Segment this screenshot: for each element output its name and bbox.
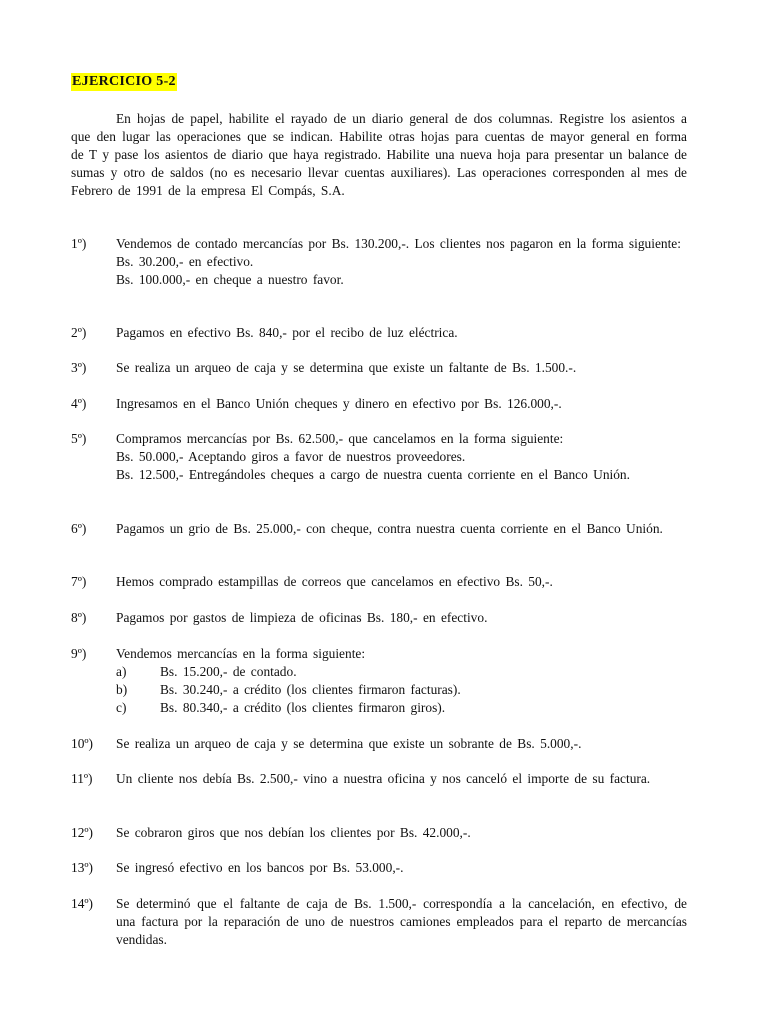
operation-text: Pagamos en efectivo Bs. 840,- por el recibo de luz eléctrica. xyxy=(116,325,458,340)
sub-item xyxy=(116,681,687,699)
exercise-title: EJERCICIO 5-2 xyxy=(72,74,176,89)
operation-text: Vendemos mercancías en la forma siguiente: xyxy=(116,646,366,661)
operation-number: 6º) xyxy=(71,521,87,536)
operation-text: Se determinó que el faltante de caja de Bs. 1.500,- correspondía a la cancelación, en efectivo, de una factura por la reparación de uno de nuestros camiones empleados para el reparto de mercancías vendidas. xyxy=(116,896,687,947)
operation-item xyxy=(71,859,687,877)
sub-item-letter: b) xyxy=(116,682,128,697)
operation-item xyxy=(71,609,687,627)
operation-line: Bs. 30.200,- en efectivo. xyxy=(116,254,254,269)
operation-item xyxy=(71,235,687,289)
sub-item xyxy=(116,663,687,681)
operation-text: Ingresamos en el Banco Unión cheques y dinero en efectivo por Bs. 126.000,-. xyxy=(116,396,562,411)
operation-item xyxy=(71,824,687,842)
operation-number: 13º) xyxy=(71,860,94,875)
operation-number: 7º) xyxy=(71,574,87,589)
operation-text: Hemos comprado estampillas de correos que cancelamos en efectivo Bs. 50,-. xyxy=(116,574,553,589)
operation-text: Un cliente nos debía Bs. 2.500,- vino a nuestra oficina y nos canceló el importe de su factura. xyxy=(116,771,651,786)
operation-item xyxy=(71,324,687,342)
operation-number: 3º) xyxy=(71,360,87,375)
operation-item xyxy=(71,573,687,591)
sub-item xyxy=(116,699,687,717)
operation-number: 4º) xyxy=(71,396,87,411)
operation-number: 12º) xyxy=(71,825,94,840)
operation-number: 2º) xyxy=(71,325,87,340)
operation-number: 5º) xyxy=(71,431,87,446)
operation-text: Se ingresó efectivo en los bancos por Bs. 53.000,-. xyxy=(116,860,404,875)
operation-text: Compramos mercancías por Bs. 62.500,- que cancelamos en la forma siguiente: xyxy=(116,431,564,446)
operation-text: Se cobraron giros que nos debían los clientes por Bs. 42.000,-. xyxy=(116,825,471,840)
sub-item-text: Bs. 30.240,- a crédito (los clientes firmaron facturas). xyxy=(160,682,461,697)
operation-number: 14º) xyxy=(71,896,94,911)
operation-item xyxy=(71,520,687,538)
operation-text: Se realiza un arqueo de caja y se determina que existe un faltante de Bs. 1.500.-. xyxy=(116,360,577,375)
operation-text: Vendemos de contado mercancías por Bs. 130.200,-. Los clientes nos pagaron en la forma siguiente: xyxy=(116,236,681,251)
operation-text: Pagamos por gastos de limpieza de oficinas Bs. 180,- en efectivo. xyxy=(116,610,488,625)
sub-item-text: Bs. 15.200,- de contado. xyxy=(160,664,297,679)
operation-line: Bs. 100.000,- en cheque a nuestro favor. xyxy=(116,272,344,287)
operation-number: 11º) xyxy=(71,771,93,786)
operation-number: 1º) xyxy=(71,236,87,251)
operation-item xyxy=(71,895,687,949)
operation-item xyxy=(71,359,687,377)
operation-item xyxy=(71,395,687,413)
operation-item xyxy=(71,645,687,717)
operation-line: Bs. 50.000,- Aceptando giros a favor de nuestros proveedores. xyxy=(116,449,466,464)
intro-paragraph: En hojas de papel, habilite el rayado de un diario general de dos columnas. Registre los asientos a que den lugar las operaciones que se indican. Habilite otras hojas para cuentas de mayor general en forma de T y pase los asientos de diario que haya registrado. Habilite una nueva hoja para presentar un balance de sumas y otro de saldos (no es necesario llevar cuentas auxiliares). Las operaciones corresponden al mes de Febrero de 1991 de la empresa El Compás, S.A. xyxy=(71,111,687,198)
operation-number: 8º) xyxy=(71,610,87,625)
operation-text: Pagamos un grio de Bs. 25.000,- con cheque, contra nuestra cuenta corriente en el Banco Unión. xyxy=(116,521,663,536)
sub-item-letter: c) xyxy=(116,700,127,715)
operation-number: 10º) xyxy=(71,736,94,751)
operation-line: Bs. 12.500,- Entregándoles cheques a cargo de nuestra cuenta corriente en el Banco Unión. xyxy=(116,467,630,482)
sub-item-letter: a) xyxy=(116,664,127,679)
operation-number: 9º) xyxy=(71,646,87,661)
operation-item xyxy=(71,430,687,484)
operation-item xyxy=(71,735,687,753)
sub-item-text: Bs. 80.340,- a crédito (los clientes firmaron giros). xyxy=(160,700,446,715)
operation-item xyxy=(71,770,687,788)
operation-text: Se realiza un arqueo de caja y se determina que existe un sobrante de Bs. 5.000,-. xyxy=(116,736,582,751)
